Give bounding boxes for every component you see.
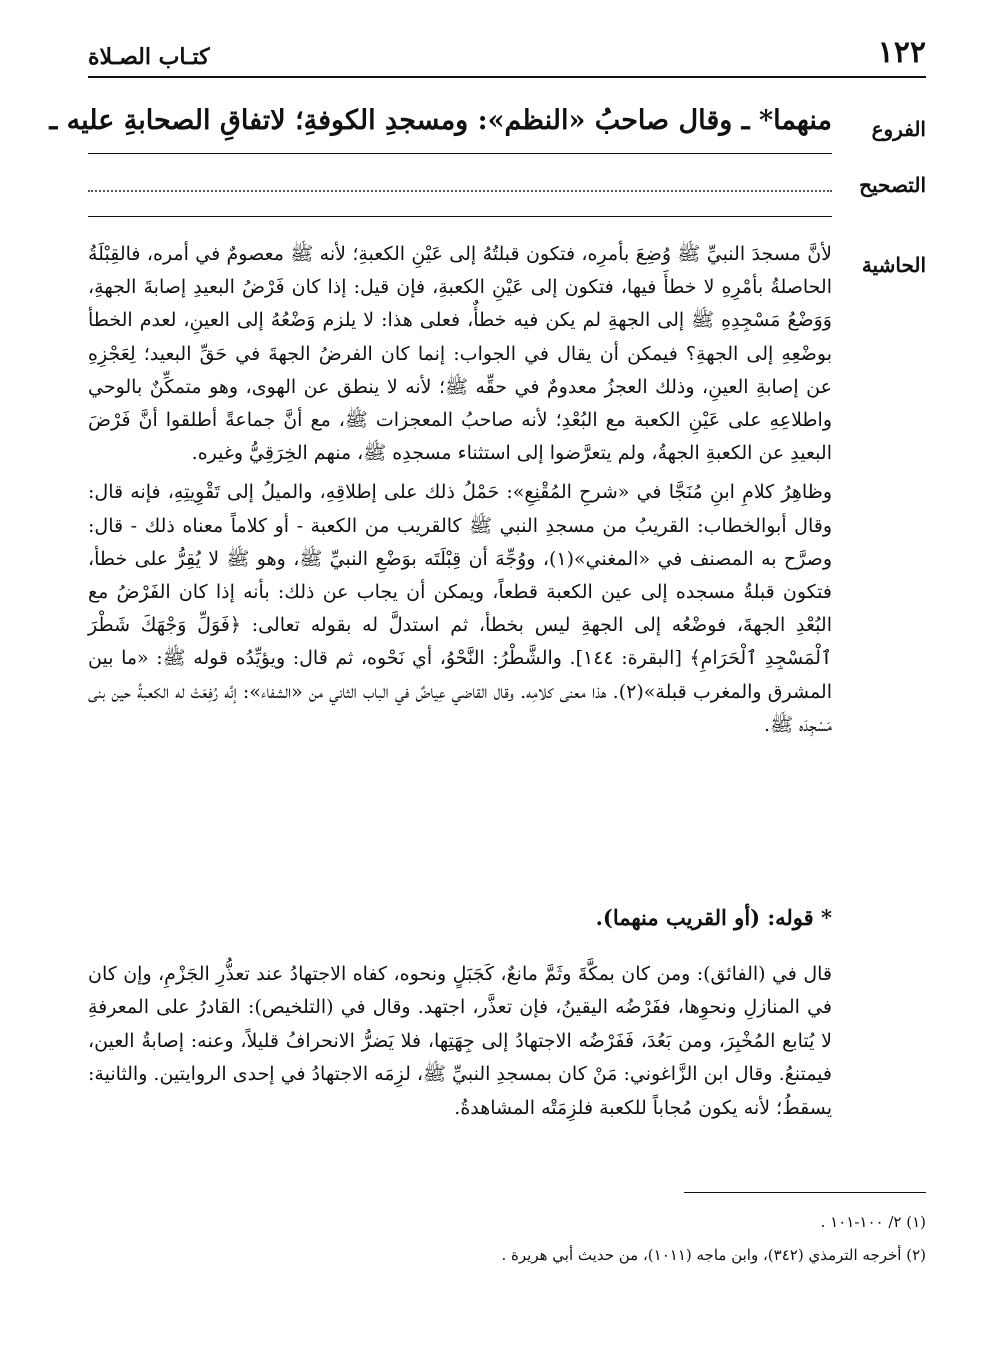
hashiya-paragraph-1: لأنَّ مسجدَ النبيِّ ﷺ وُضِعَ بأمرِه، فتكون قبلتُهُ إلى عَيْنِ الكعبةِ؛ لأنه ﷺ معصومٌ في أمره، فالقِبْلَةُ الحاصلةُ بأمْرِهِ لا خطأَ فيها، فتكون إلى عَيْنِ الكعبةِ، فإن قيل: إذا كان فَرْضُ البعيدِ إصابةَ الجهةِ، وَوَضْعُ مَسْجِدِهِ ﷺ إلى الجهةِ لم يكن فيه خطأٌ، فعلى هذا: لا يلزم وَضْعُهُ إلى العينِ، لعدم الخطأ بوضْعِهِ إلى الجهةِ؟ فيمكن أن يقال في الجواب: إنما كان الفرضُ الجهةَ في حَقِّ البعيد؛ لِعَجْزِهِ عن إصابةِ العينِ، وذلك العجزُ معدومٌ في حقِّه ﷺ؛ لأنه لا ينطق عن الهوى، وهو متمكِّنٌ بالوحي واطلاعِهِ على عَيْنِ الكعبة مع البُعْدِ؛ لأنه صاحبُ المعجزات ﷺ، مع أنَّ جماعةً أطلقوا أنَّ فَرْضَ البعيدِ عن الكعبةِ الجهةُ، ولم يتعرَّضوا إلى استثناء مسجدِه ﷺ، منهم الخِرَقِيُّ وغيره.	[88, 243, 832, 465]
hashiya-paragraph-3: قال في (الفائق): ومن كان بمكَّةَ وثَمَّ مانعٌ، كَجَبَلٍ ونحوه، كفاه الاجتهادُ عند تعذُّرِ الجَزْمِ، وإن كان في المنازلِ ونحوِها، ففَرْضُه اليقينُ، فإن تعذَّر، اجتهد. وقال في (التلخيص): القادرُ على المعرفةِ لا يُتابع المُخْبِرَ، ومن بَعُدَ، فَفَرْضُه الاجتهادُ إلى جِهَتِها، فلا يَضرُّ الانحرافُ قليلاً، وعنه: إصابةُ العين، فيمتنعُ. وقال ابن الزَّاغوني: مَنْ كان بمسجدِ النبيِّ ﷺ، لزِمَه الاجتهادُ في إحدى الروايتين. والثانية: يسقطُ؛ لأنه يكون مُجاباً للكعبة فلزِمَتْه المشاهدةُ.	[88, 963, 832, 1119]
qawluh-heading: * قوله: (أو القريب منهما).	[595, 905, 832, 930]
page-number: ١٢٢	[877, 35, 926, 70]
hashiya-body-2	[88, 958, 832, 1125]
footnotes	[88, 1206, 926, 1272]
running-title: كتـاب الصـلاة	[88, 44, 210, 70]
footnote-rule	[684, 1192, 926, 1193]
hashiya-paragraph-2: وظاهِرُ كلامِ ابنِ مُنَجَّا في «شرحِ المُقْنِعِ»: حَمْلُ ذلك على إطلاقِهِ، والميلُ إلى تَقْوِيتِهِ، فإنه قال: وقال أبوالخطاب: القريبُ من مسجدِ النبي ﷺ كالقريب من الكعبة - أو كلاماً معناه ذلك - قال: وصرَّح به المصنف في «المغني»(١)، ووُجِّهَ أن قِبْلَتَه بوَضْعِ النبيِّ ﷺ، وهو ﷺ لا يُقِرُّ على خطأ، فتكون قبلةُ مسجده إلى عين الكعبة قطعاً، ويمكن أن يجاب عن ذلك: بأنه إذا كان الفَرْضُ مع البُعْدِ الجهةَ، فوضْعُه إلى الجهةِ ليس بخطأ، ثم استدلَّ له بقوله تعالى: ﴿فَوَلِّ وَجْهَكَ شَطْرَ ٱلْمَسْجِدِ ٱلْحَرَامِ﴾ [البقرة: ١٤٤]. والشَّطْرُ: النَّحْوُ، أي نَحْوه، ثم قال: ويؤيِّدُه قوله ﷺ: «ما بين المشرق والمغرب قبلة»(٢). هذا معنى كلامِه. وقال القاضي عِياضٌ في الباب الثاني من «الشفاء»: إنَّه رُفِعَتْ له الكعبةُ حين بنى مَسْجِدَه ﷺ.	[88, 481, 833, 736]
label-furu: الفروع	[871, 117, 926, 141]
label-hashiya: الحاشية	[861, 253, 926, 277]
dotted-line	[88, 190, 832, 192]
hashiya-body	[88, 238, 832, 742]
label-tashih: التصحيح	[859, 173, 926, 197]
divider-line	[88, 153, 832, 154]
footnote-1: (١) ٢/ ١٠٠-١٠١ .	[820, 1213, 926, 1231]
furu-text: منهما* ـ وقال صاحبُ «النظم»: ومسجدِ الكوفةِ؛ لاتفاقِ الصحابةِ عليه ـ	[49, 105, 832, 136]
divider-line	[88, 216, 832, 217]
page-header	[88, 30, 926, 78]
footnote-2: (٢) أخرجه الترمذي (٣٤٢)، وابن ماجه (١٠١١)، من حديث أبي هريرة .	[501, 1246, 926, 1264]
